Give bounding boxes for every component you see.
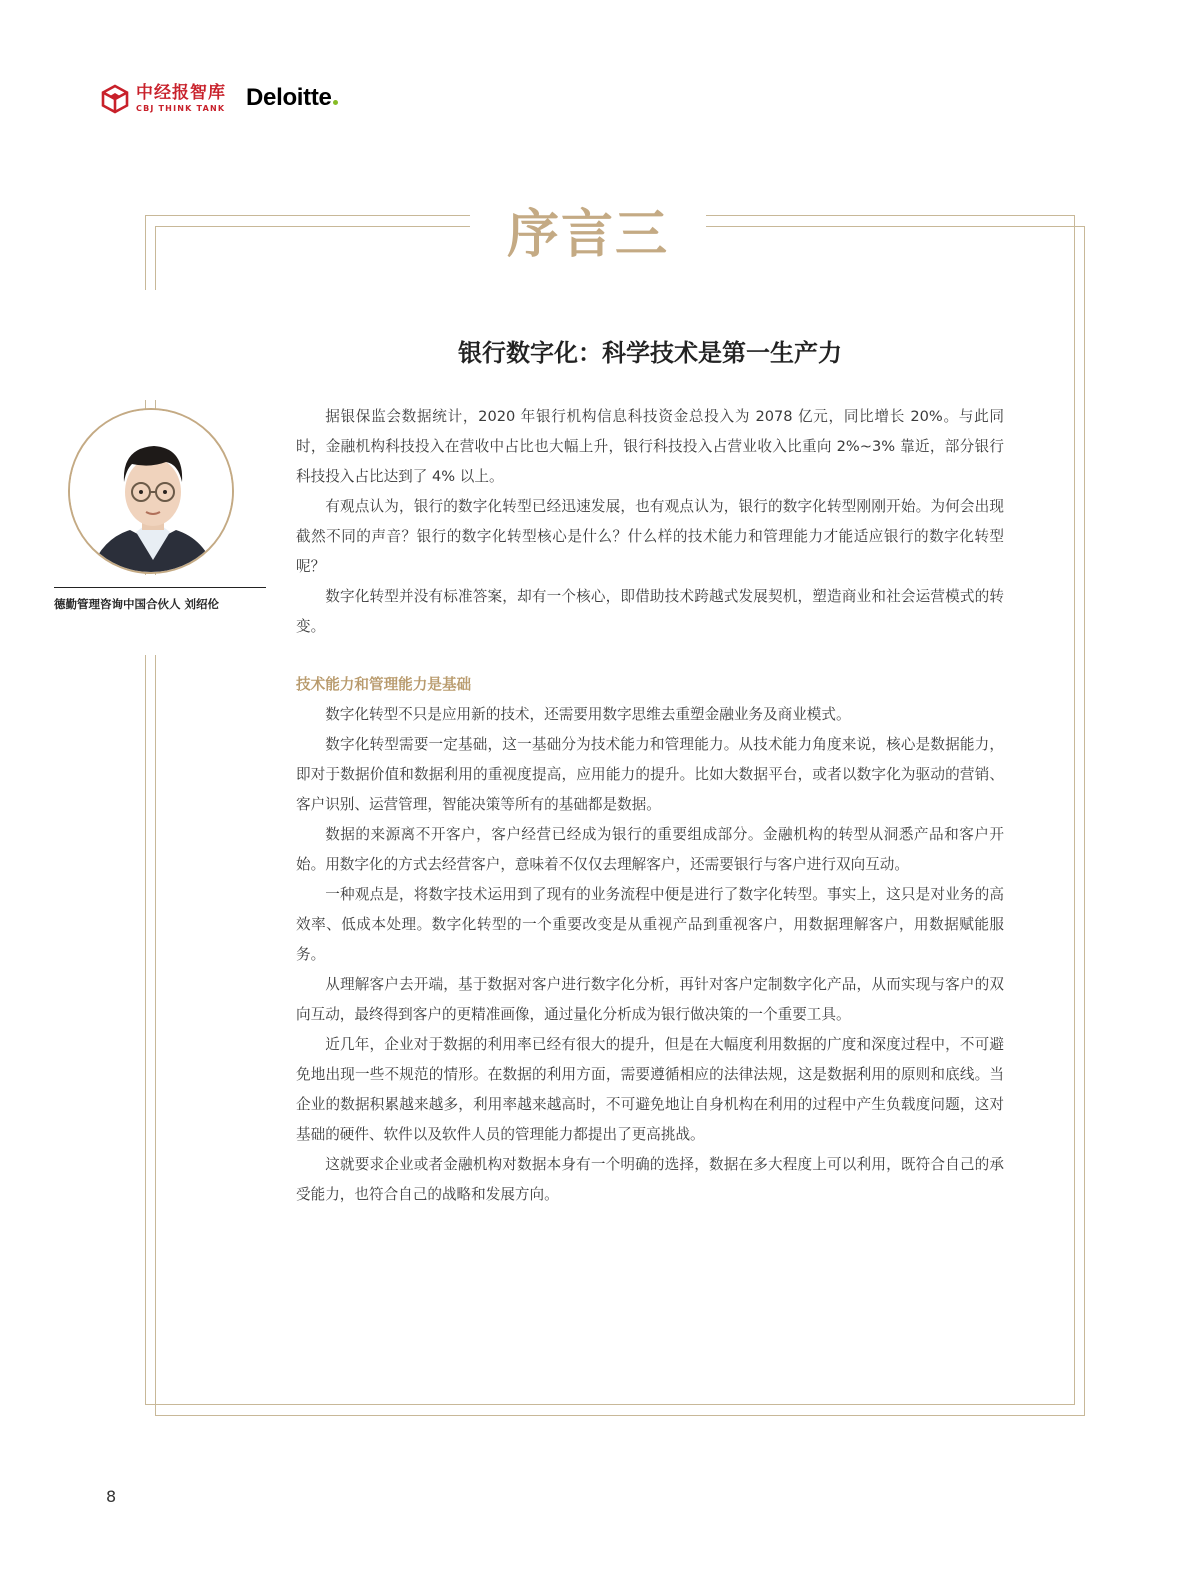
deloitte-dot-icon xyxy=(333,100,338,105)
cbj-think-tank-logo xyxy=(100,84,226,114)
body-paragraph-2: 数字化转型需要一定基础，这一基础分为技术能力和管理能力。从技术能力角度来说，核心是数据能力，即对于数据价值和数据利用的重视度提高，应用能力的提升。比如大数据平台，或者以数字化为驱动的营销、客户识别、运营管理，智能决策等所有的基础都是数据。 xyxy=(296,736,1004,813)
cbj-logo-en-text: CBJ THINK TANK xyxy=(136,104,226,113)
intro-paragraph-2: 有观点认为，银行的数字化转型已经迅速发展，也有观点认为，银行的数字化转型刚刚开始。为何会出现截然不同的声音？银行的数字化转型核心是什么？什么样的技术能力和管理能力才能适应银行的数字化转型呢？ xyxy=(296,498,1004,575)
body-paragraph-4: 一种观点是，将数字技术运用到了现有的业务流程中便是进行了数字化转型。事实上，这只是对业务的高效率、低成本处理。数字化转型的一个重要改变是从重视产品到重视客户，用数据理解客户，用数据赋能服务。 xyxy=(296,886,1004,963)
author-caption: 德勤管理咨询中国合伙人 刘绍伦 xyxy=(54,597,220,611)
body-paragraph-3: 数据的来源离不开客户，客户经营已经成为银行的重要组成部分。金融机构的转型从洞悉产品和客户开始。用数字化的方式去经营客户，意味着不仅仅去理解客户，还需要银行与客户进行双向互动。 xyxy=(296,826,1004,873)
intro-paragraph-3: 数字化转型并没有标准答案，却有一个核心，即借助技术跨越式发展契机，塑造商业和社会运营模式的转变。 xyxy=(296,588,1004,635)
body-paragraph-1: 数字化转型不只是应用新的技术，还需要用数字思维去重塑金融业务及商业模式。 xyxy=(325,706,851,723)
body-paragraph-5: 从理解客户去开端，基于数据对客户进行数字化分析，再针对客户定制数字化产品，从而实现与客户的双向互动，最终得到客户的更精准画像，通过量化分析成为银行做决策的一个重要工具。 xyxy=(296,976,1004,1023)
article-title: 银行数字化：科学技术是第一生产力 xyxy=(458,339,842,367)
author-avatar xyxy=(68,408,234,574)
deloitte-logo-text: Deloitte xyxy=(246,84,332,111)
article-body xyxy=(296,402,1004,1210)
author-portrait-icon xyxy=(70,410,234,574)
cbj-cube-icon xyxy=(100,84,130,114)
cbj-logo-cn-text: 中经报智库 xyxy=(136,83,226,103)
intro-paragraph-1: 据银保监会数据统计，2020 年银行机构信息科技资金总投入为 2078 亿元，同比增长 20%。与此同时，金融机构科技投入在营收中占比也大幅上升，银行科技投入占营业收入比重向 2%~3% 靠近，部分银行科技投入占比达到了 4% 以上。 xyxy=(296,408,1004,485)
section-title: 序言三 xyxy=(506,205,669,265)
page-number: 8 xyxy=(106,1487,117,1506)
author-divider xyxy=(54,587,266,588)
frame-left-gap xyxy=(140,290,164,400)
section-subheading: 技术能力和管理能力是基础 xyxy=(296,676,472,693)
deloitte-logo xyxy=(246,84,338,112)
body-paragraph-6: 近几年，企业对于数据的利用率已经有很大的提升，但是在大幅度利用数据的广度和深度过程中，不可避免地出现一些不规范的情形。在数据的利用方面，需要遵循相应的法律法规，这是数据利用的原则和底线。当企业的数据积累越来越多，利用率越来越高时，不可避免地让自身机构在利用的过程中产生负载度问题，这对基础的硬件、软件以及软件人员的管理能力都提出了更高挑战。 xyxy=(296,1036,1004,1143)
body-paragraph-7: 这就要求企业或者金融机构对数据本身有一个明确的选择，数据在多大程度上可以利用，既符合自己的承受能力，也符合自己的战略和发展方向。 xyxy=(296,1156,1004,1203)
